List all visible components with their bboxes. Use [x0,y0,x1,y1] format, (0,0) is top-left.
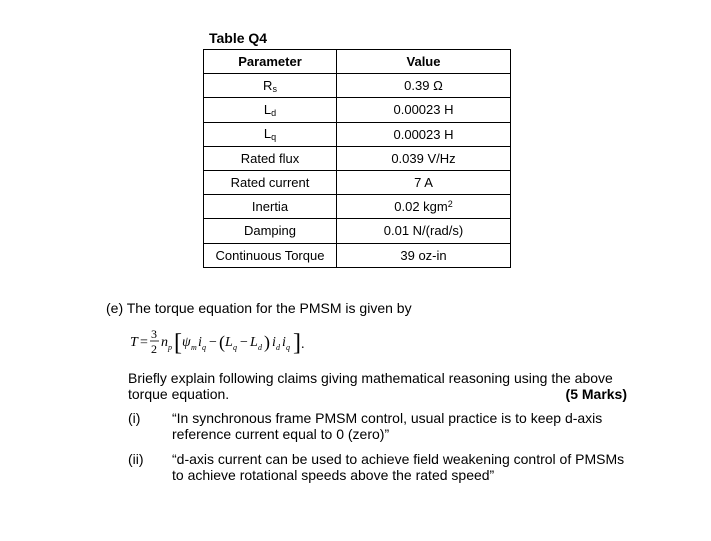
eq-equals: = [140,335,148,350]
item-number: (ii) [128,451,144,467]
table-row [204,219,511,243]
item-text-line: reference current equal to 0 (zero)” [172,426,390,442]
parameter-table [203,49,511,268]
eq-iq2-sub: q [286,343,290,352]
table-row [204,122,511,146]
table-caption: Table Q4 [209,30,268,46]
eq-Lq-sub: q [233,343,237,352]
item-text-line: “In synchronous frame PMSM control, usual practice is to keep d-axis [172,410,603,426]
value-cell: 0.02 kgm$^2$ [337,195,511,219]
table-row [204,146,511,170]
item-text [172,410,642,442]
header-value: Value [337,50,511,74]
param-cell: $R_s$ [204,74,337,98]
eq-iq2: i [282,335,286,350]
param-cell: Continuous Torque [204,243,337,267]
eq-Ld-sub: d [258,343,262,352]
param-cell: Inertia [204,195,337,219]
eq-minus-2: − [240,335,248,350]
eq-period: . [301,337,305,352]
table-row [204,74,511,98]
eq-paren-close: ) [264,332,270,352]
eq-np-sub: p [168,343,172,352]
table-row [204,243,511,267]
param-cell: $L_d$ [204,98,337,122]
item-text-line: “d-axis current can be used to achieve field weakening control of PMSMs [172,451,625,467]
value-cell: 0.39 Ω [337,74,511,98]
eq-id-sub: d [276,343,280,352]
instruction-line-1: Briefly explain following claims giving mathematical reasoning using the above [128,370,613,386]
table-header-row [204,50,511,74]
table-row [204,98,511,122]
eq-iq-sub: q [202,343,206,352]
eq-id: i [272,335,276,350]
item-text [172,451,642,483]
eq-np: n [161,335,168,350]
value-cell: 0.01 N/(rad/s) [337,219,511,243]
item-number: (i) [128,410,141,426]
eq-Ld: L [250,335,258,350]
eq-frac-num: 3 [151,327,157,341]
torque-equation [130,322,330,362]
question-intro: (e) The torque equation for the PMSM is given by [106,300,412,316]
value-cell: 39 oz-in [337,243,511,267]
instruction-line-2: torque equation. [128,386,230,402]
value-cell: 0.039 V/Hz [337,146,511,170]
header-parameter: Parameter [204,50,337,74]
param-cell: Rated flux [204,146,337,170]
eq-paren-open: ( [219,332,225,352]
value-cell: 7 A [337,170,511,194]
eq-psi: ψ [182,335,191,350]
item-text-line: to achieve rotational speeds above the rated speed” [172,467,495,483]
value-cell: 0.00023 H [337,98,511,122]
param-cell: Damping [204,219,337,243]
eq-iq: i [198,335,202,350]
table-row [204,170,511,194]
eq-bracket-close: ] [293,330,301,356]
eq-lhs: T [130,335,138,350]
eq-Lq: L [225,335,233,350]
eq-psi-sub: m [191,343,197,352]
eq-frac-den: 2 [151,342,157,356]
marks-label: (5 Marks) [565,386,627,402]
eq-minus: − [209,335,217,350]
eq-bracket-open: [ [174,330,182,356]
table-row [204,195,511,219]
param-cell: Rated current [204,170,337,194]
value-cell: 0.00023 H [337,122,511,146]
param-cell: $L_q$ [204,122,337,146]
